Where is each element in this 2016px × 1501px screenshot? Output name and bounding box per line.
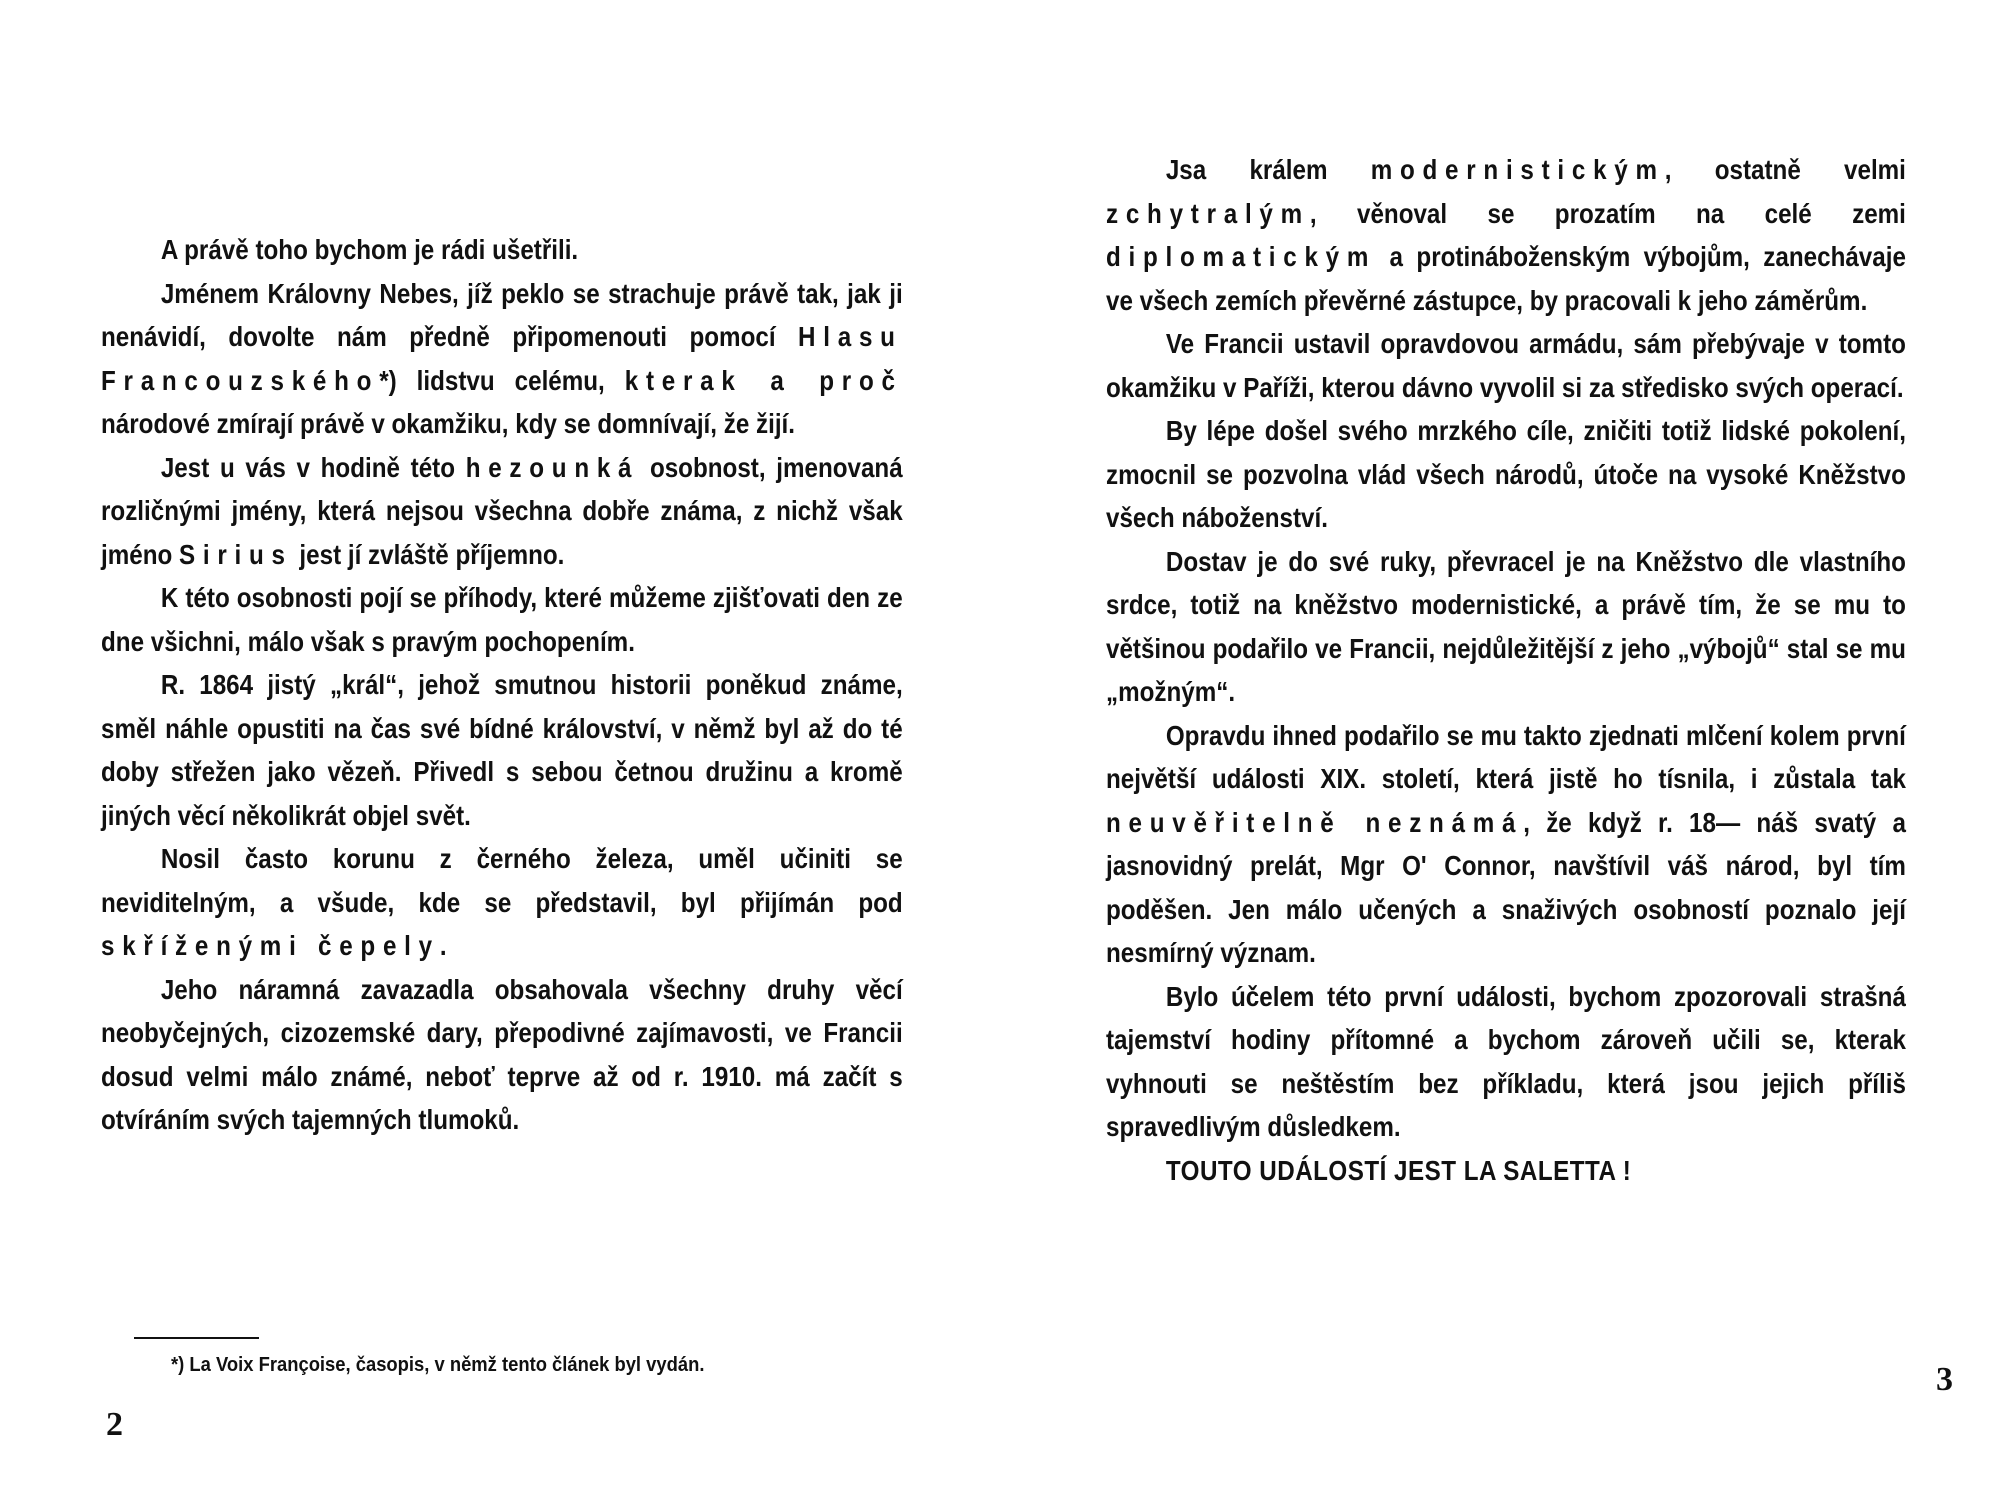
paragraph-4 (101, 576, 903, 663)
spaced-emphasis: hezounká (465, 451, 640, 483)
text-run: , že když r. 18— náš svatý a jasnovidný prelát, Mgr O' Connor, navštívil váš národ, byl tím poděšen. Jen málo učených a snaživých osobností poznalo její nesmírný význam. (1106, 806, 1906, 968)
spaced-emphasis: modernistickým (1370, 154, 1665, 185)
text-run: *) lidstvu celému, (379, 364, 625, 396)
text-run: By lépe došel svého mrzkého cíle, zničiti totiž lidské pokolení, zmocnil se pozvolna vlád všech národů, útoče na vysoké Kněžstvo všech náboženství. (1106, 415, 1906, 533)
footnote: *) La Voix Françoise, časopis, v němž tento článek byl vydán. (171, 1354, 705, 1376)
right-page (1008, 0, 2016, 1501)
text-run: a protináboženským výbojům, zanechávaje ve všech zemích převěrné zástupce, by pracovali k jeho záměrům. (1106, 241, 1906, 316)
paragraph-2 (101, 272, 903, 446)
text-run: . (439, 930, 447, 961)
closing-text: TOUTO UDÁLOSTÍ JEST LA SALETTA ! (1165, 1154, 1632, 1186)
paragraph-6 (1106, 975, 1906, 1149)
text-run: Bylo účelem této první události, bychom zpozorovali strašná tajemství hodiny přítomné a bychom zároveň učili se, kterak vyhnouti se neštěstím bez příkladu, která jsou jejich příliš spravedlivým důsledkem. (1106, 980, 1906, 1142)
text-run: K této osobnosti pojí se příhody, které můžeme zjišťovati den ze dne všichni, málo však s pravým pochopením. (101, 582, 903, 657)
spaced-emphasis: Hlasu Francouzského (101, 321, 903, 396)
paragraph-7 (101, 968, 903, 1142)
text-run: Opravdu ihned podařilo se mu takto zjednati mlčení kolem první největší události XIX. století, která jistě ho tísnila, i zůstala tak (1106, 719, 1906, 794)
text-run: národové zmírají právě v okamžiku, kdy se domnívají, že žijí. (101, 408, 795, 439)
right-page-text (1106, 148, 1906, 1192)
left-page-text (101, 228, 903, 1142)
text-run: jest jí zvláště příjemno. (292, 538, 565, 570)
text-run: Nosil často korunu z černého železa, uměl učiniti se neviditelným, a všude, kde se představil, byl přijímán pod (101, 843, 903, 918)
paragraph-3 (1106, 409, 1906, 540)
text-run: Jsa králem (1165, 154, 1371, 185)
spaced-emphasis: neuvěřitelně neznámá (1106, 806, 1524, 838)
spaced-emphasis: zchytralým (1106, 197, 1310, 229)
text-run: Jeho náramná zavazadla obsahovala všechny druhy věcí neobyčejných, cizozemské dary, přepodivné zajímavosti, ve Francii dosud velmi málo známé, neboť teprve až od r. 1910. má začít s otvíráním svých tajemných tlumoků. (101, 973, 903, 1135)
page-number-right: 3 (1936, 1361, 1953, 1398)
paragraph-6 (101, 837, 903, 968)
footnote-divider (134, 1337, 259, 1339)
text-run: Jest u vás v hodině této (160, 451, 466, 483)
spaced-emphasis: kterak a proč (624, 364, 903, 396)
text-run: Dostav je do své ruky, převracel je na Kněžstvo dle vlastního srdce, totiž na kněžstvo modernistické, a právě tím, že se mu to většinou podařilo ve Francii, nejdůležitější z jeho „výbojů“ stal se mu „možným“. (1106, 545, 1906, 707)
spaced-emphasis: Sirius (178, 538, 293, 570)
page-number-left: 2 (106, 1406, 123, 1443)
paragraph-4 (1106, 540, 1906, 714)
text-run: , ostatně velmi (1664, 154, 1906, 185)
paragraph-2 (1106, 322, 1906, 409)
paragraph-5 (1106, 714, 1906, 975)
closing-line (1106, 1149, 1906, 1193)
spaced-emphasis: skříženými čepely (101, 930, 440, 961)
paragraph-3 (101, 446, 903, 577)
text-run: R. 1864 jistý „král“, jehož smutnou historii poněkud známe, směl náhle opustiti na čas své bídné království, v němž byl až do té doby střežen jako vězeň. Přivedl s sebou četnou družinu a kromě jiných věcí několikrát objel svět. (101, 669, 903, 831)
text-run: A právě toho bychom je rádi ušetřili. (160, 234, 579, 265)
paragraph-1 (101, 228, 903, 272)
text-run: , věnoval se prozatím na celé zemi (1309, 197, 1906, 229)
paragraph-1 (1106, 148, 1906, 322)
text-run: Ve Francii ustavil opravdovou armádu, sám přebývaje v tomto okamžiku v Paříži, kterou dávno vyvolil si za středisko svých operací. (1106, 328, 1906, 403)
text-run: Jménem Královny Nebes, jíž peklo se strachuje právě tak, jak ji nenávidí, dovolte nám předně připomenouti pomocí (101, 277, 903, 352)
text-run: osobnost, jmenovaná rozličnými jmény, která nejsou všechna dobře známa, z nichž však jméno (101, 451, 903, 570)
paragraph-5 (101, 663, 903, 837)
spaced-emphasis: diplomatickým (1106, 241, 1377, 272)
